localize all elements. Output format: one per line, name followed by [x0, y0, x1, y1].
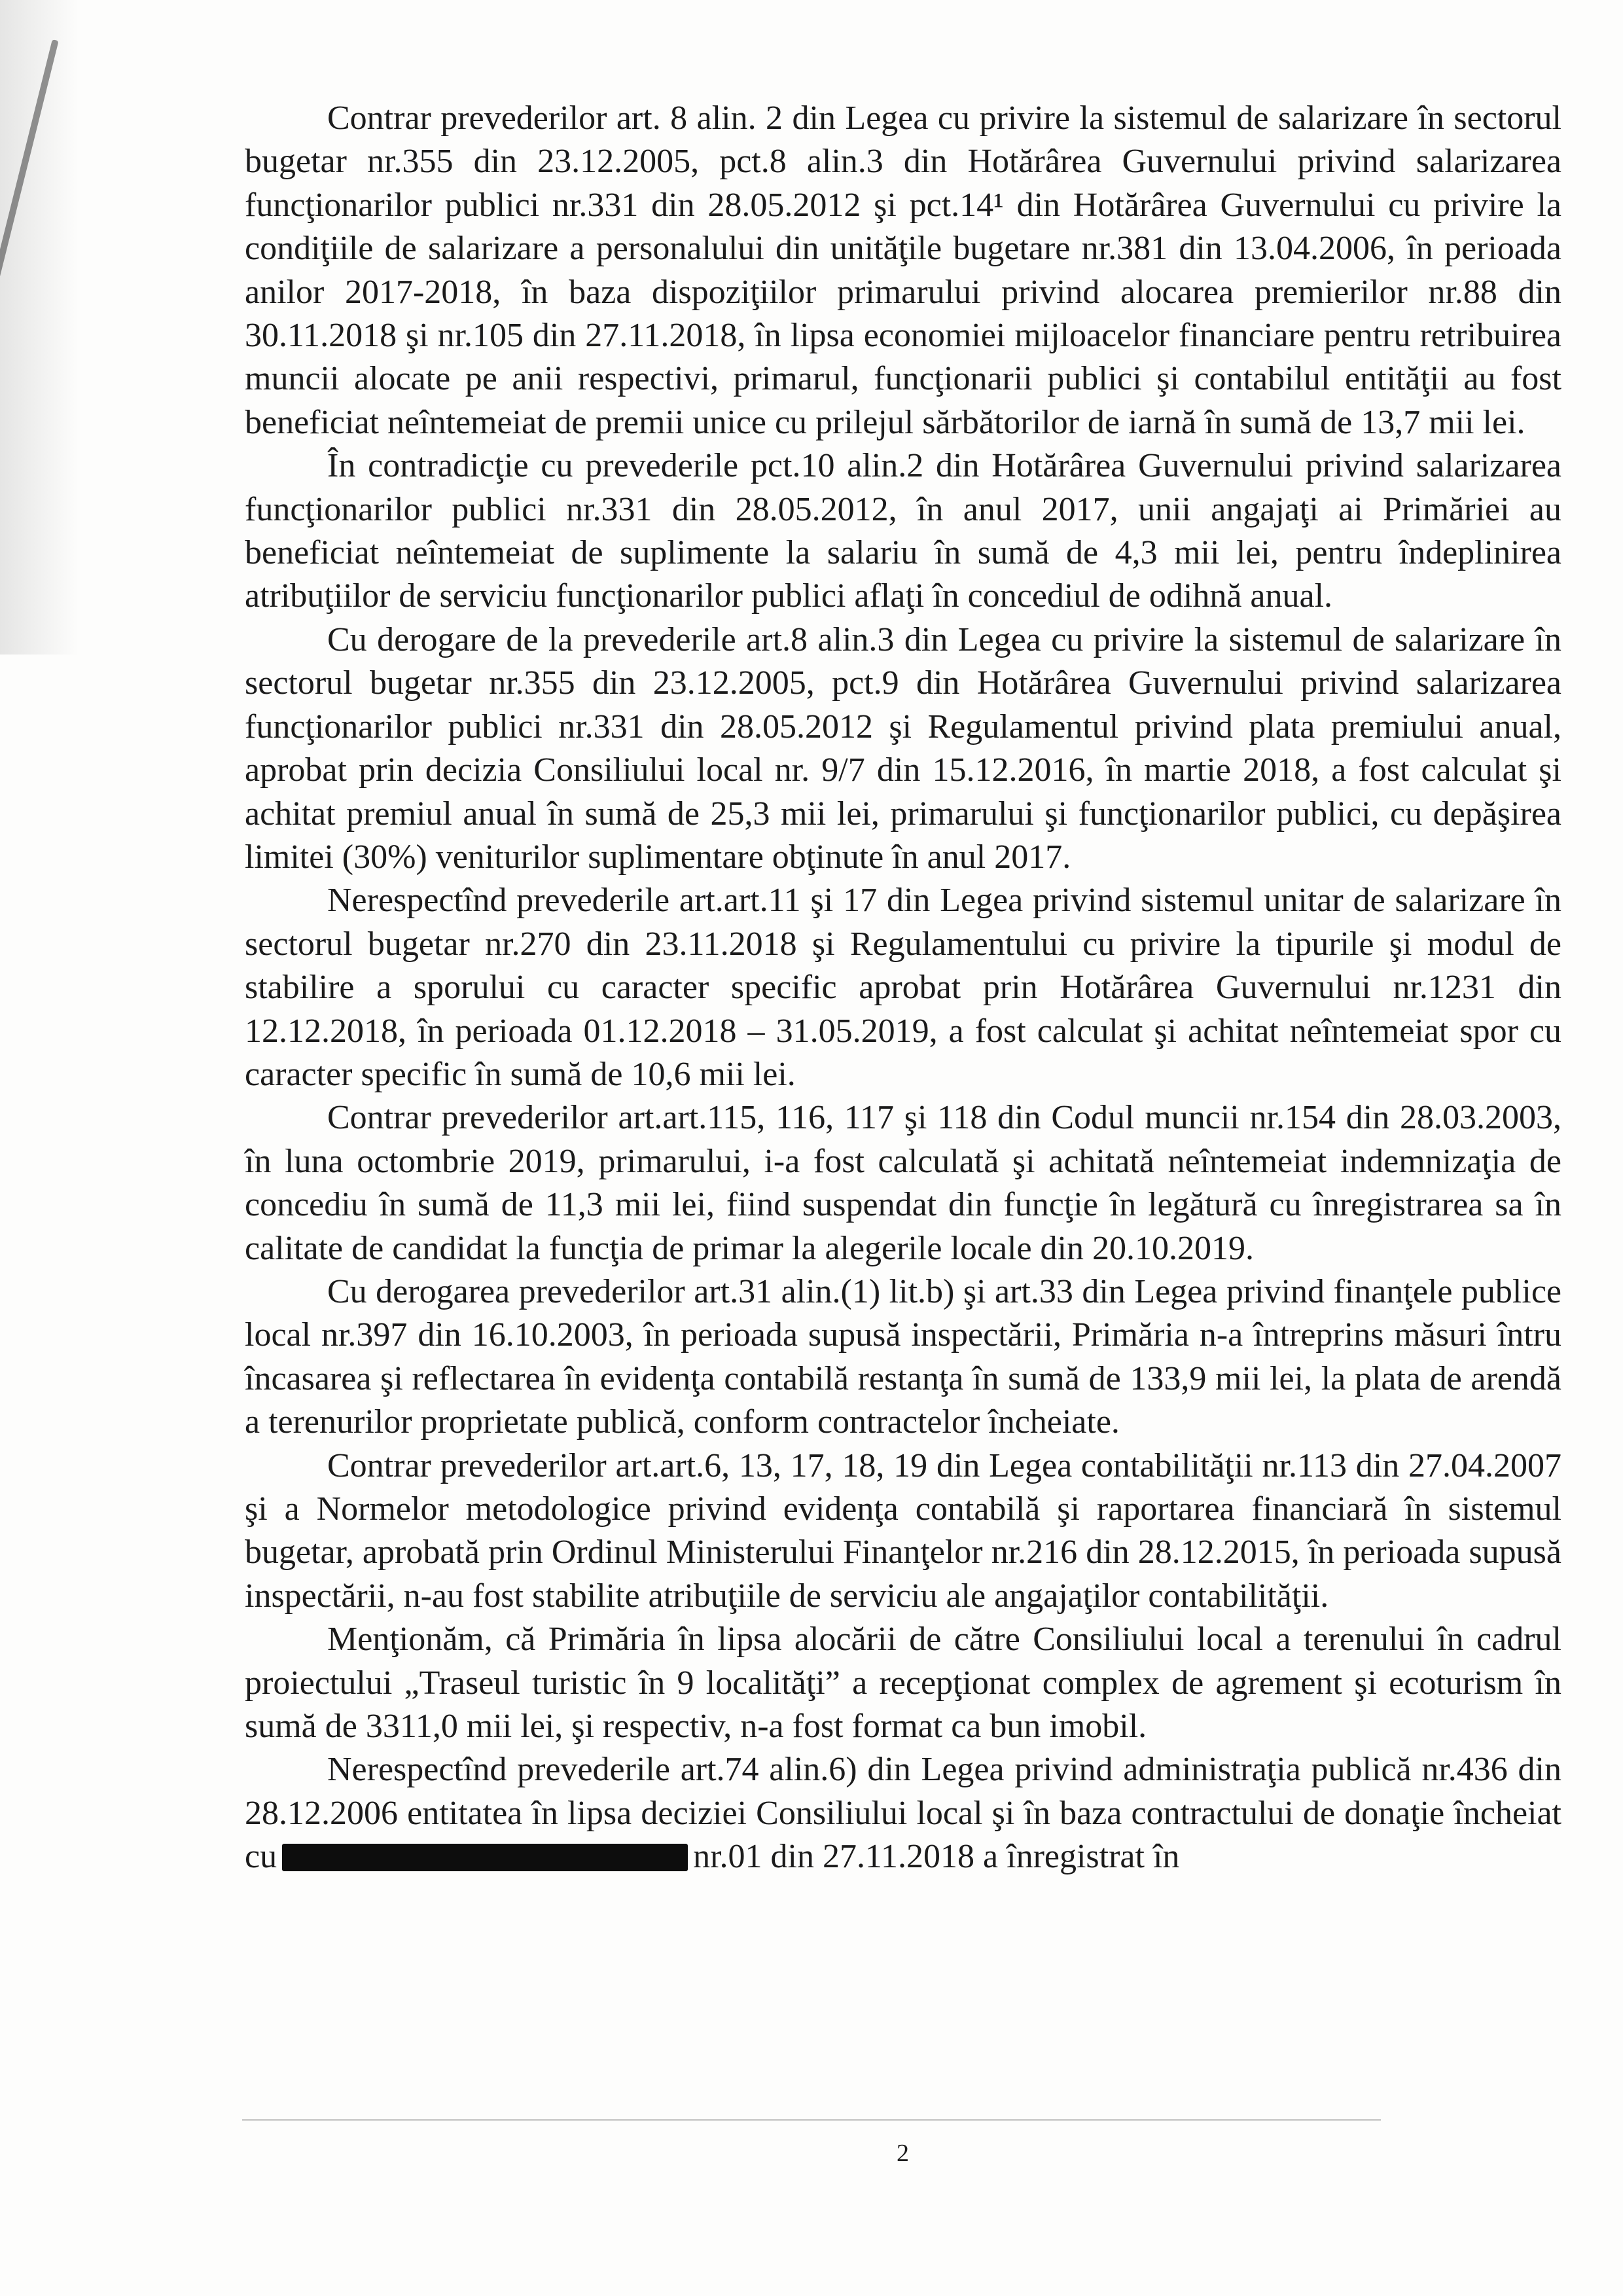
paragraph-premii-unice: Contrar prevederilor art. 8 alin. 2 din Legea cu privire la sistemul de salarizare în sectorul bugetar nr.355 din 23.12.2005, pct.8 alin.3 din Hotărârea Guvernului privind salarizarea funcţionarilor publici nr.331 din 28.05.2012 şi pct.14¹ din Hotărârea Guvernului cu privire la condiţiile de salarizare a personalului din unităţile bugetare nr.381 din 13.04.2006, în perioada anilor 2017-2018, în baza dispoziţiilor primarului privind alocarea premierilor nr.88 din 30.11.2018 şi nr.105 din 27.11.2018, în lipsa economiei mijloacelor financiare pentru retribuirea muncii alocate pe anii respectivi, primarul, funcţionarii publici şi contabilul entităţii au fost beneficiat neîntemeiat de premii unice cu prilejul sărbătorilor de iarnă în sumă de 13,7 mii lei. [245, 99, 1561, 441]
page-number: 2 [897, 2140, 909, 2167]
redaction-bar [282, 1844, 688, 1871]
document-body [245, 97, 1561, 1879]
donatie-text-end: nr.01 din 27.11.2018 a înregistrat în [693, 1838, 1180, 1876]
paragraph-indemnizatie-concediu: Contrar prevederilor art.art.115, 116, 117 şi 118 din Codul muncii nr.154 din 28.03.2003, în luna octombrie 2019, primarului, i-a fost calculată şi achitată neîntemeiat indemnizaţia de concediu în sumă de 11,3 mii lei, fiind suspendat din funcţie în legătură cu înregistrarea sa în calitate de candidat la funcţia de primar la alegerile locale din 20.10.2019. [245, 1099, 1561, 1267]
footer-divider [242, 2119, 1381, 2121]
paragraph-atributii-contabilitate: Contrar prevederilor art.art.6, 13, 17, 18, 19 din Legea contabilităţii nr.113 din 27.04.2007 şi a Normelor metodologice privind evidenţa contabilă şi raportarea financiară în sistemul bugetar, aprobată prin Ordinul Ministerului Finanţelor nr.216 din 28.12.2015, în perioada supusă inspectării, n-au fost stabilite atribuţiile de serviciu ale angajaţilor contabilităţii. [245, 1446, 1561, 1615]
paragraph-suplimente-salariu: În contradicţie cu prevederile pct.10 alin.2 din Hotărârea Guvernului privind salarizarea funcţionarilor publici nr.331 din 28.05.2012, în anul 2017, unii angajaţi ai Primăriei au beneficiat neîntemeiat de suplimente la salariu în sumă de 4,3 mii lei, pentru îndeplinirea atribuţiilor de serviciu funcţionarilor publici aflaţi în concediul de odihnă anual. [245, 447, 1561, 615]
paragraph-spor-caracter-specific: Nerespectînd prevederile art.art.11 şi 17 din Legea privind sistemul unitar de salarizare în sectorul bugetar nr.270 din 23.11.2018 şi Regulamentului cu privire la tipurile şi modul de stabilire a sporului cu caracter specific aprobat prin Hotărârea Guvernului nr.1231 din 12.12.2018, în perioada 01.12.2018 – 31.05.2019, a fost calculat şi achitat neîntemeiat spor cu caracter specific în sumă de 10,6 mii lei. [245, 882, 1561, 1093]
paragraph-traseul-turistic: Menţionăm, că Primăria în lipsa alocării de către Consiliului local a terenului în cadrul proiectului „Traseul turistic în 9 localităţi” a recepţionat complex de agrement şi ecoturism în sumă de 3311,0 mii lei, şi respectiv, n-a fost format ca bun imobil. [245, 1621, 1561, 1746]
donatie-text-start: Nerespectînd prevederile art.74 alin.6) din Legea privind administraţia publică nr.436 din 28.12.2006 entitatea în lipsa deciziei Consiliului local şi în baza contractului de donaţie încheiat cu [245, 1751, 1561, 1876]
paragraph-restanta-arenda: Cu derogarea prevederilor art.31 alin.(1) lit.b) şi art.33 din Legea privind finanţele publice local nr.397 din 16.10.2003, în perioada supusă inspectării, Primăria n-a întreprins măsuri întru încasarea şi reflectarea în evidenţa contabilă restanţa în sumă de 133,9 mii lei, la plata de arendă a terenurilor proprietate publică, conform contractelor încheiate. [245, 1272, 1561, 1441]
paragraph-contract-donatie [245, 1748, 1561, 1878]
paragraph-premiul-anual: Cu derogare de la prevederile art.8 alin.3 din Legea cu privire la sistemul de salarizare în sectorul bugetar nr.355 din 23.12.2005, pct.9 din Hotărârea Guvernului privind salarizarea funcţionarilor publici nr.331 din 28.05.2012 şi Regulamentul privind plata premiului anual, aprobat prin decizia Consiliului local nr. 9/7 din 15.12.2016, în martie 2018, a fost calculat şi achitat premiul anual în sumă de 25,3 mii lei, primarului şi funcţionarilor publici, cu depăşirea limitei (30%) veniturilor suplimentare obţinute în anul 2017. [245, 620, 1561, 876]
